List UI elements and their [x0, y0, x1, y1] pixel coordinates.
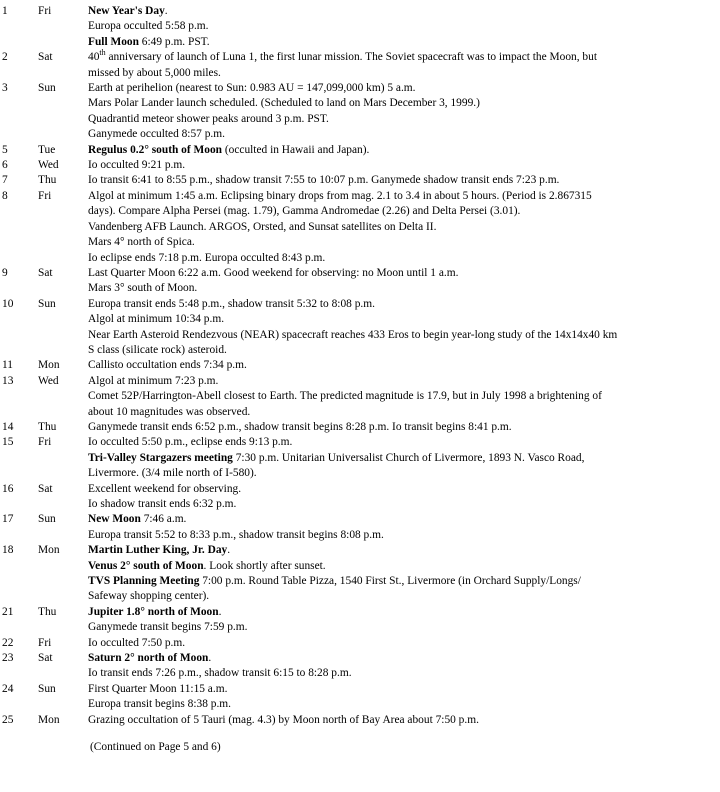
- calendar-entry: [2, 605, 716, 636]
- entry-events: [88, 266, 716, 297]
- event-text: Europa transit 5:52 to 8:33 p.m., shadow transit begins 8:08 p.m.: [88, 528, 384, 541]
- entry-events: [88, 4, 716, 50]
- entry-events: [88, 435, 716, 481]
- event-text: Ganymede occulted 8:57 p.m.: [88, 128, 225, 141]
- entry-day: 8: [2, 189, 8, 202]
- calendar-entries: [2, 4, 716, 728]
- event-line: [88, 251, 716, 266]
- event-text: 6:49 p.m. PST.: [138, 35, 210, 48]
- entry-weekday: Sat: [38, 51, 53, 64]
- entry-day: 1: [2, 5, 8, 17]
- entry-events: [88, 173, 716, 188]
- entry-weekday: Sun: [38, 513, 56, 526]
- event-line: [88, 35, 716, 50]
- event-line: [88, 81, 716, 96]
- event-line: [88, 435, 716, 450]
- calendar-entry: [2, 143, 716, 158]
- entry-events: [88, 81, 716, 143]
- entry-weekday: Mon: [38, 713, 60, 726]
- event-highlight: Jupiter 1.8° north of Moon: [88, 605, 219, 618]
- entry-weekday: Sat: [38, 482, 53, 495]
- entry-day: 11: [2, 359, 13, 372]
- event-text: Io occulted 9:21 p.m.: [88, 159, 186, 172]
- event-line: [88, 173, 716, 188]
- entry-day: 10: [2, 297, 14, 310]
- event-line: [88, 697, 716, 712]
- entry-events: [88, 636, 716, 651]
- event-text: Grazing occultation of 5 Tauri (mag. 4.3) by Moon north of Bay Area about 7:50 p.m.: [88, 713, 479, 726]
- event-line: [88, 405, 716, 420]
- entry-events: [88, 482, 716, 513]
- entry-events: [88, 50, 716, 81]
- entry-day: 6: [2, 159, 8, 172]
- event-text: Io transit ends 7:26 p.m., shadow transit 6:15 to 8:28 p.m.: [88, 667, 352, 680]
- entry-weekday: Fri: [38, 5, 52, 17]
- entry-events: [88, 143, 716, 158]
- event-text: Earth at perihelion (nearest to Sun: 0.983 AU = 147,099,000 km) 5 a.m.: [88, 82, 416, 95]
- event-text: .: [208, 652, 212, 665]
- calendar-entry: [2, 189, 716, 266]
- event-text: Livermore. (3/4 mile north of I-580).: [88, 467, 257, 480]
- event-text: Algol at minimum 1:45 a.m. Eclipsing binary drops from mag. 2.1 to 3.4 in about 5 hours. (Period is 2.867315: [88, 189, 592, 202]
- event-line: [88, 528, 716, 543]
- event-line: [88, 589, 716, 604]
- event-text: Mars 4° north of Spica.: [88, 236, 195, 249]
- entry-weekday: Mon: [38, 544, 60, 557]
- event-highlight: Saturn 2° north of Moon: [88, 652, 209, 665]
- event-line: [88, 482, 716, 497]
- event-text: 7:00 p.m. Round Table Pizza, 1540 First St., Livermore (in Orchard Supply/Longs/: [199, 575, 581, 588]
- entry-weekday: Wed: [38, 374, 59, 387]
- event-text: .: [164, 5, 168, 17]
- calendar-entry: [2, 158, 716, 173]
- entry-weekday: Sun: [38, 82, 56, 95]
- calendar-entry: [2, 512, 716, 543]
- event-highlight: Regulus 0.2° south of Moon: [88, 143, 222, 156]
- event-highlight: New Moon: [88, 513, 141, 526]
- event-line: [88, 420, 716, 435]
- event-line: [88, 512, 716, 527]
- event-text: th: [99, 48, 106, 58]
- event-highlight: Tri-Valley Stargazers meeting: [88, 451, 233, 464]
- entry-events: [88, 358, 716, 373]
- entry-day: 2: [2, 51, 8, 64]
- event-highlight: Martin Luther King, Jr. Day: [88, 544, 228, 557]
- event-line: [88, 204, 716, 219]
- event-line: [88, 651, 716, 666]
- event-line: [88, 50, 716, 65]
- event-line: [88, 235, 716, 250]
- event-highlight: Full Moon: [88, 35, 139, 48]
- entry-weekday: Fri: [38, 636, 52, 649]
- event-line: [88, 220, 716, 235]
- event-text: First Quarter Moon 11:15 a.m.: [88, 682, 228, 695]
- event-text: Europa transit ends 5:48 p.m., shadow transit 5:32 to 8:08 p.m.: [88, 297, 375, 310]
- event-line: [88, 389, 716, 404]
- event-text: 7:46 a.m.: [140, 513, 187, 526]
- event-highlight: New Year's Day: [88, 5, 165, 17]
- event-line: [88, 666, 716, 681]
- event-text: Mars 3° south of Moon.: [88, 282, 198, 295]
- entry-day: 3: [2, 82, 8, 95]
- event-text: Near Earth Asteroid Rendezvous (NEAR) spacecraft reaches 433 Eros to begin year-long study of the 14x14x40 km: [88, 328, 618, 341]
- calendar-entry: [2, 435, 716, 481]
- event-line: [88, 143, 716, 158]
- entry-weekday: Tue: [38, 143, 56, 156]
- event-line: [88, 4, 716, 19]
- event-line: [88, 312, 716, 327]
- calendar-entry: [2, 358, 716, 373]
- event-highlight: Venus 2° south of Moon: [88, 559, 204, 572]
- event-text: Mars Polar Lander launch scheduled. (Scheduled to land on Mars December 3, 1999.): [88, 97, 480, 110]
- event-line: [88, 713, 716, 728]
- event-text: Ganymede transit begins 7:59 p.m.: [88, 621, 248, 634]
- calendar-entry: [2, 543, 716, 605]
- event-text: 40: [88, 51, 100, 64]
- event-line: [88, 96, 716, 111]
- entry-events: [88, 713, 716, 728]
- event-text: Vandenberg AFB Launch. ARGOS, Orsted, and Sunsat satellites on Delta II.: [88, 220, 437, 233]
- event-text: Safeway shopping center).: [88, 590, 210, 603]
- event-highlight: TVS Planning Meeting: [88, 575, 200, 588]
- event-line: [88, 543, 716, 558]
- event-line: [88, 620, 716, 635]
- entry-events: [88, 189, 716, 266]
- entry-weekday: Fri: [38, 189, 52, 202]
- entry-events: [88, 682, 716, 713]
- calendar-entry: [2, 682, 716, 713]
- calendar-entry: [2, 81, 716, 143]
- event-line: [88, 559, 716, 574]
- entry-day: 16: [2, 482, 14, 495]
- event-line: [88, 266, 716, 281]
- event-text: . Look shortly after sunset.: [203, 559, 326, 572]
- entry-day: 21: [2, 605, 14, 618]
- event-line: [88, 466, 716, 481]
- entry-day: 22: [2, 636, 14, 649]
- event-text: Comet 52P/Harrington-Abell closest to Earth. The predicted magnitude is 17.9, but in July 1998 a brightening of: [88, 390, 602, 403]
- event-line: [88, 451, 716, 466]
- entry-weekday: Thu: [38, 174, 57, 187]
- event-line: [88, 605, 716, 620]
- event-line: [88, 374, 716, 389]
- calendar-entry: [2, 173, 716, 188]
- event-line: [88, 358, 716, 373]
- calendar-entry: [2, 4, 716, 50]
- entry-events: [88, 512, 716, 543]
- event-text: Algol at minimum 10:34 p.m.: [88, 313, 225, 326]
- entry-events: [88, 158, 716, 173]
- entry-weekday: Sat: [38, 652, 53, 665]
- event-text: Ganymede transit ends 6:52 p.m., shadow transit begins 8:28 p.m. Io transit begins 8:41 p.m.: [88, 420, 512, 433]
- event-text: Io shadow transit ends 6:32 p.m.: [88, 498, 237, 510]
- entry-weekday: Sat: [38, 266, 53, 279]
- entry-weekday: Mon: [38, 359, 60, 372]
- event-text: Europa transit begins 8:38 p.m.: [88, 698, 231, 711]
- entry-events: [88, 297, 716, 359]
- event-text: Quadrantid meteor shower peaks around 3 p.m. PST.: [88, 112, 329, 125]
- event-text: Algol at minimum 7:23 p.m.: [88, 374, 219, 387]
- event-line: [88, 112, 716, 127]
- calendar-entry: [2, 50, 716, 81]
- entry-events: [88, 374, 716, 420]
- entry-weekday: Thu: [38, 605, 57, 618]
- entry-weekday: Wed: [38, 159, 59, 172]
- event-text: Io transit 6:41 to 8:55 p.m., shadow transit 7:55 to 10:07 p.m. Ganymede shadow transit ends 7:23 p.m.: [88, 174, 560, 187]
- event-line: [88, 189, 716, 204]
- event-line: [88, 297, 716, 312]
- entry-events: [88, 543, 716, 605]
- entry-day: 17: [2, 513, 14, 526]
- event-line: [88, 158, 716, 173]
- event-line: [88, 66, 716, 81]
- entry-events: [88, 651, 716, 682]
- entry-day: 18: [2, 544, 14, 557]
- event-text: (occulted in Hawaii and Japan).: [222, 143, 370, 156]
- event-text: Europa occulted 5:58 p.m.: [88, 20, 209, 33]
- event-line: [88, 636, 716, 651]
- entry-events: [88, 420, 716, 435]
- entry-day: 7: [2, 174, 8, 187]
- calendar-entry: [2, 651, 716, 682]
- event-line: [88, 19, 716, 34]
- entry-day: 23: [2, 652, 14, 665]
- entry-day: 13: [2, 374, 14, 387]
- calendar-entry: [2, 713, 716, 728]
- entry-day: 14: [2, 420, 14, 433]
- event-line: [88, 497, 716, 512]
- calendar-entry: [2, 636, 716, 651]
- event-text: Io occulted 5:50 p.m., eclipse ends 9:13 p.m.: [88, 436, 293, 449]
- event-line: [88, 343, 716, 358]
- event-line: [88, 574, 716, 589]
- event-line: [88, 127, 716, 142]
- entry-day: 5: [2, 143, 8, 156]
- event-text: days). Compare Alpha Persei (mag. 1.79), Gamma Andromedae (2.26) and Delta Persei (3.01).: [88, 205, 521, 218]
- event-text: .: [218, 605, 222, 618]
- event-text: missed by about 5,000 miles.: [88, 66, 221, 79]
- event-text: Io eclipse ends 7:18 p.m. Europa occulted 8:43 p.m.: [88, 251, 326, 264]
- entry-weekday: Thu: [38, 420, 57, 433]
- event-text: Last Quarter Moon 6:22 a.m. Good weekend for observing: no Moon until 1 a.m.: [88, 266, 459, 279]
- calendar-entry: [2, 266, 716, 297]
- entry-day: 15: [2, 436, 14, 449]
- event-text: Io occulted 7:50 p.m.: [88, 636, 186, 649]
- entry-day: 9: [2, 266, 8, 279]
- entry-day: 25: [2, 713, 14, 726]
- calendar-entry: [2, 297, 716, 359]
- event-text: about 10 magnitudes was observed.: [88, 405, 251, 418]
- calendar-entry: [2, 482, 716, 513]
- calendar-entry: [2, 420, 716, 435]
- continued-note: (Continued on Page 5 and 6): [90, 741, 221, 754]
- event-text: Excellent weekend for observing.: [88, 482, 242, 495]
- entry-weekday: Fri: [38, 436, 52, 449]
- event-text: S class (silicate rock) asteroid.: [88, 343, 227, 356]
- entry-events: [88, 605, 716, 636]
- event-text: anniversary of launch of Luna 1, the first lunar mission. The Soviet spacecraft was to impact the Moon, but: [105, 51, 597, 64]
- calendar-entry: [2, 374, 716, 420]
- event-text: Callisto occultation ends 7:34 p.m.: [88, 359, 247, 372]
- entry-weekday: Sun: [38, 297, 56, 310]
- event-text: .: [227, 544, 231, 557]
- event-line: [88, 328, 716, 343]
- entry-day: 24: [2, 682, 14, 695]
- event-text: 7:30 p.m. Unitarian Universalist Church of Livermore, 1893 N. Vasco Road,: [232, 451, 585, 464]
- entry-weekday: Sun: [38, 682, 56, 695]
- event-line: [88, 682, 716, 697]
- event-line: [88, 281, 716, 296]
